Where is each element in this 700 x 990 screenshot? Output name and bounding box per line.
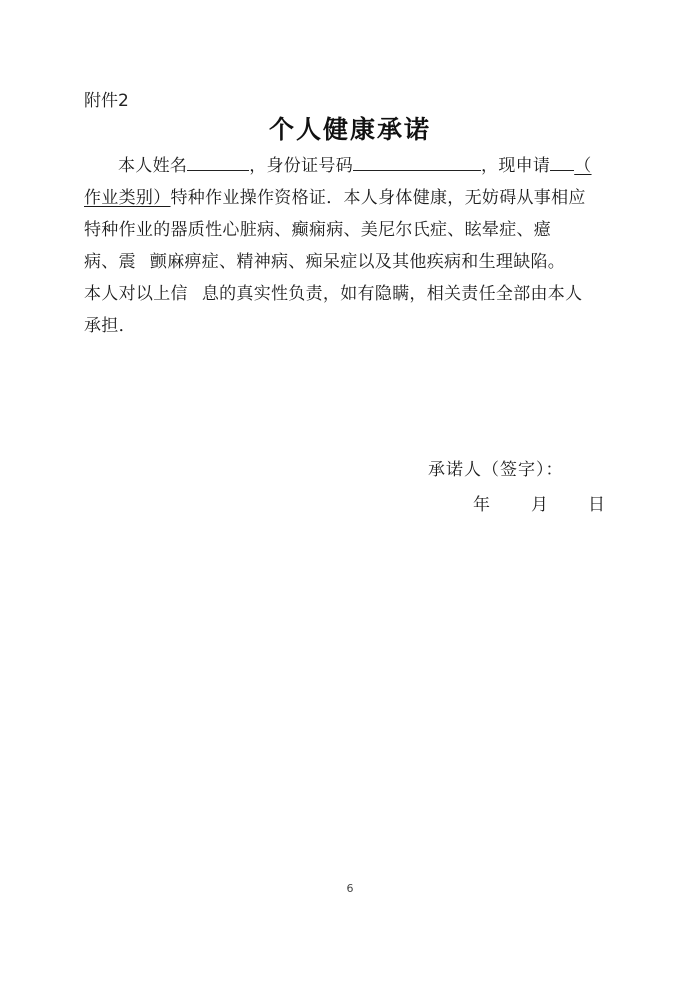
attachment-label: 附件2 xyxy=(84,91,129,111)
pledge-line-2 xyxy=(84,182,609,214)
id-label: ，身份证号码 xyxy=(249,156,354,176)
pledge-line-5 xyxy=(84,278,609,310)
signer-label: 承诺人（签字）： xyxy=(428,460,564,480)
pledge-line-6 xyxy=(84,310,609,342)
date-year-label: 年 xyxy=(473,495,490,515)
pledge-line-1 xyxy=(84,150,609,182)
page-number: 6 xyxy=(346,882,354,895)
name-blank[interactable] xyxy=(187,152,249,171)
date-month-label: 月 xyxy=(531,495,548,515)
pledge-line-3 xyxy=(84,214,609,246)
category-blank[interactable] xyxy=(550,152,574,171)
pledge-text-5b: 息的真实性负责，如有隐瞒，相关责任全部由本人 xyxy=(201,284,583,304)
apply-label: ，现申请 xyxy=(481,156,551,176)
pledge-text-4b: 颤麻痹症、精神病、痴呆症以及其他疾病和生理缺陷。 xyxy=(149,252,566,272)
pledge-text-2: 特种作业操作资格证．本人身体健康，无妨碍从事相应 xyxy=(170,188,586,208)
pledge-body xyxy=(84,150,609,342)
name-label: 本人姓名 xyxy=(118,156,188,176)
pledge-text-3: 特种作业的器质性心脏病、癫痫病、美尼尔氏症、眩晕症、癔 xyxy=(84,220,552,240)
category-open-paren: （ xyxy=(574,156,592,176)
pledge-text-6: 承担． xyxy=(84,316,136,336)
pledge-line-4 xyxy=(84,246,609,278)
date-day-label: 日 xyxy=(588,495,605,515)
pledge-text-5a: 本人对以上信 xyxy=(84,284,188,304)
page-title: 个人健康承诺 xyxy=(268,115,431,144)
category-label: 作业类别） xyxy=(84,188,171,208)
pledge-text-4a: 病、震 xyxy=(84,252,136,272)
id-number-blank[interactable] xyxy=(353,152,481,171)
